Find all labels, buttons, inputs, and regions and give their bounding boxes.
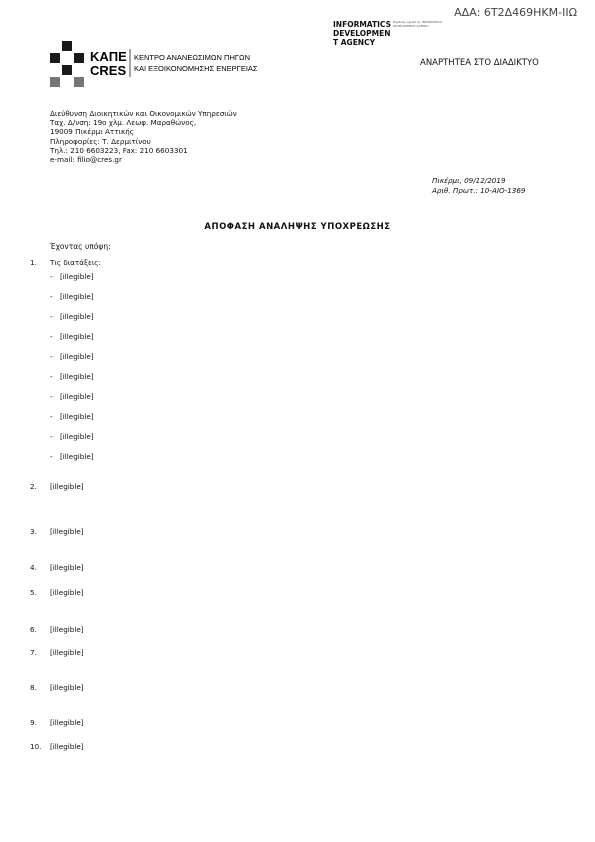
item-number: 2.: [30, 482, 37, 491]
logo-text-cres: CRES: [90, 63, 127, 78]
item-text: [illegible]: [50, 563, 84, 572]
signature-stamp: [333, 20, 453, 54]
sub-item: - [illegible]: [50, 292, 94, 301]
logo-text-full-1: ΚΕΝΤΡΟ ΑΝΑΝΕΩΣΙΜΩΝ ΠΗΓΩΝ: [134, 53, 251, 62]
list-item: [30, 648, 570, 657]
item-text: [illegible]: [50, 718, 84, 727]
item-text: [illegible]: [50, 683, 84, 692]
sender-line: 19009 Πικέρμι Αττικής: [50, 127, 134, 137]
sub-item: - [illegible]: [50, 412, 94, 421]
item-number: 3.: [30, 527, 37, 536]
item-text: [illegible]: [50, 648, 84, 657]
item-text: [illegible]: [50, 527, 84, 536]
list-item: [30, 718, 570, 727]
item-text: [illegible]: [50, 742, 84, 751]
ada-code: ΑΔΑ: 6Τ2Δ469ΗΚΜ-ΙΙΩ: [454, 6, 577, 19]
stamp-line-3: T AGENCY: [333, 38, 376, 47]
list-item: [30, 588, 570, 597]
publish-notice: ΑΝΑΡΤΗΤΕΑ ΣΤΟ ΔΙΑΔΙΚΤΥΟ: [420, 58, 539, 68]
document-title: ΑΠΟΦΑΣΗ ΑΝΑΛΗΨΗΣ ΥΠΟΧΡΕΩΣΗΣ: [204, 222, 391, 232]
item-text: [illegible]: [50, 482, 84, 491]
item-number: 6.: [30, 625, 37, 634]
sub-item: - [illegible]: [50, 452, 94, 461]
item-number: 5.: [30, 588, 37, 597]
sender-line: Πληροφορίες: Τ. Δερμιτίνου: [50, 136, 151, 146]
sender-line: Τηλ.: 210 6603223, Fax: 210 6603301: [50, 145, 188, 155]
logo-text-kape: ΚΑΠΕ: [90, 49, 127, 64]
list-item: [30, 683, 570, 692]
stamp-line-1: INFORMATICS: [333, 20, 391, 29]
sub-item: - [illegible]: [50, 272, 94, 281]
sub-item: - [illegible]: [50, 352, 94, 361]
item-text: Τις διατάξεις:: [50, 258, 101, 267]
list-item: [30, 527, 570, 536]
cres-logo-icon: [50, 41, 290, 91]
item-number: 1.: [30, 258, 37, 267]
list-item: [30, 258, 570, 267]
stamp-line-2: DEVELOPMEN: [333, 29, 391, 38]
list-item: [30, 482, 570, 491]
sub-item: - [illegible]: [50, 332, 94, 341]
item-number: 7.: [30, 648, 37, 657]
sender-line: Ταχ. Δ/νση: 19ο χλμ. Λεωφ. Μαραθώνος,: [50, 118, 197, 128]
sender-line: Διεύθυνση Διοικητικών και Οικονομικών Υπηρεσιών: [50, 109, 237, 118]
place-date: Πικέρμι, 09/12/2019: [432, 176, 506, 185]
stamp-details: Digitally signed by INFORMATICS DEVELOPMENT AGENCY: [393, 20, 443, 28]
list-item: [30, 742, 570, 751]
item-number: 4.: [30, 563, 37, 572]
item-text: [illegible]: [50, 625, 84, 634]
protocol-number: Αριθ. Πρωτ.: 10-ΑΙΟ-1369: [432, 186, 526, 195]
sender-line: e-mail: filio@cres.gr: [50, 155, 122, 165]
cres-logo: [50, 41, 290, 91]
having-considered: Έχοντας υπόψη:: [50, 242, 111, 251]
sub-item: - [illegible]: [50, 312, 94, 321]
logo-text-full-2: ΚΑΙ ΕΞΟΙΚΟΝΟΜΗΣΗΣ ΕΝΕΡΓΕΙΑΣ: [134, 64, 258, 73]
sub-item: - [illegible]: [50, 432, 94, 441]
item-number: 8.: [30, 683, 37, 692]
item-text: [illegible]: [50, 588, 84, 597]
list-item: [30, 563, 570, 572]
item-number: 9.: [30, 718, 37, 727]
sub-item: - [illegible]: [50, 392, 94, 401]
sender-block: [50, 109, 237, 164]
list-item: [30, 625, 570, 634]
date-block: [432, 176, 526, 196]
item-number: 10.: [30, 742, 42, 751]
sub-item: - [illegible]: [50, 372, 94, 381]
